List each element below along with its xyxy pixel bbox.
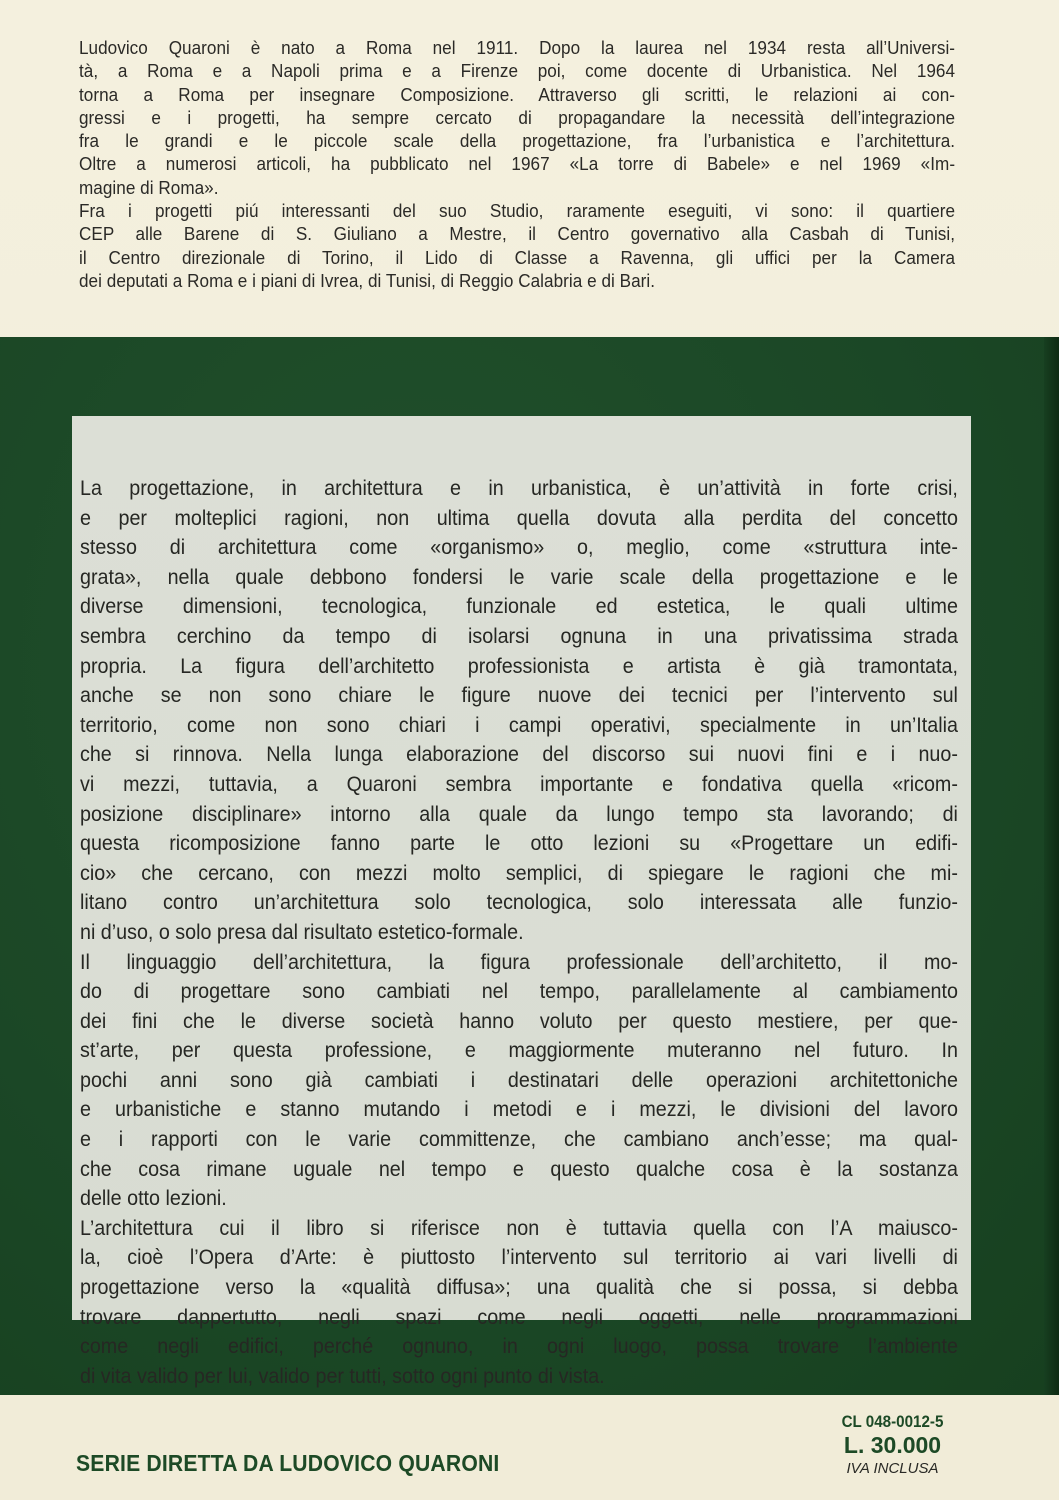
text-line: CEP alle Barene di S. Giuliano a Mestre, il Centro governativo alla Casbah di Tunisi, — [79, 223, 956, 245]
blurb-text — [80, 474, 958, 1391]
text-line: la, cioè l’Opera d’Arte: è piuttosto l’intervento sul territorio ai vari livelli di — [80, 1246, 958, 1270]
text-line: vi mezzi, tuttavia, a Quaroni sembra importante e fondativa quella «ricom- — [80, 772, 958, 796]
price-block — [820, 1412, 965, 1479]
text-line: Il linguaggio dell’architettura, la figura professionale dell’architetto, il mo- — [80, 950, 958, 974]
text-line: do di progettare sono cambiati nel tempo, parallelamente al cambiamento — [80, 980, 958, 1004]
text-line: La progettazione, in architettura e in urbanistica, è un’attività in forte crisi, — [80, 477, 958, 500]
text-line: st’arte, per questa professione, e maggiormente muteranno nel futuro. In — [80, 1039, 958, 1063]
series-editor-label: SERIE DIRETTA DA LUDOVICO QUARONI — [76, 1450, 500, 1476]
text-line: anche se non sono chiare le figure nuove dei tecnici per l’intervento sul — [80, 684, 958, 708]
text-line: grata», nella quale debbono fondersi le varie scale della progettazione e le — [80, 565, 958, 589]
text-line: Fra i progetti piú interessanti del suo Studio, raramente eseguiti, vi sono: il quartiere — [79, 200, 956, 222]
vat-note: IVA INCLUSA — [846, 1460, 939, 1477]
text-line: ni d’uso, o solo presa dal risultato estetico-formale. — [80, 920, 524, 944]
author-bio — [79, 36, 955, 292]
text-line: diverse dimensioni, tecnologica, funzionale ed estetica, le quali ultime — [80, 595, 958, 619]
text-line: cio» che cercano, con mezzi molto semplici, di spiegare le ragioni che mi- — [80, 861, 958, 885]
text-line: delle otto lezioni. — [80, 1187, 227, 1211]
text-line: il Centro direzionale di Torino, il Lido di Classe a Ravenna, gli uffici per la Camera — [79, 246, 956, 268]
text-line: Ludovico Quaroni è nato a Roma nel 1911. Dopo la laurea nel 1934 resta all’Universi- — [79, 37, 956, 58]
text-line: che cosa rimane uguale nel tempo e questo qualche cosa è la sostanza — [80, 1157, 958, 1181]
price: L. 30.000 — [843, 1432, 942, 1458]
text-line: e i rapporti con le varie committenze, che cambiano anch’esse; ma qual- — [80, 1128, 958, 1152]
text-line: progettazione verso la «qualità diffusa»; una qualità che si possa, si debba — [80, 1276, 958, 1300]
text-line: sembra cerchino da tempo di isolarsi ognuna in una privatissima strada — [80, 624, 958, 648]
text-line: come negli edifici, perché ognuno, in ogni luogo, possa trovare l’ambiente — [80, 1335, 958, 1359]
text-line: propria. La figura dell’architetto professionista e artista è già tramontata, — [80, 654, 958, 678]
text-line: L’architettura cui il libro si riferisce non è tuttavia quella con l’A maiusco- — [80, 1216, 958, 1240]
text-line: territorio, come non sono chiari i campi operativi, specialmente in un’Italia — [80, 713, 958, 737]
text-line: litano contro un’architettura solo tecnologica, solo interessata alle funzio- — [80, 891, 958, 915]
text-line: che si rinnova. Nella lunga elaborazione del discorso sui nuovi fini e i nuo- — [80, 743, 958, 767]
text-line: torna a Roma per insegnare Composizione. Attraverso gli scritti, le relazioni ai con- — [79, 83, 956, 105]
text-line: di vita valido per lui, valido per tutti, sotto ogni punto di vista. — [80, 1364, 605, 1388]
text-line: e urbanistiche e stanno mutando i metodi e i mezzi, le divisioni del lavoro — [80, 1098, 958, 1122]
text-line: tà, a Roma e a Napoli prima e a Firenze poi, come docente di Urbanistica. Nel 1964 — [79, 60, 956, 82]
text-line: pochi anni sono già cambiati i destinatari delle operazioni architettoniche — [80, 1068, 958, 1092]
text-line: Oltre a numerosi articoli, ha pubblicato nel 1967 «La torre di Babele» e nel 1969 «Im- — [79, 153, 956, 175]
text-line: fra le grandi e le piccole scale della progettazione, fra l’urbanistica e l’architettura. — [79, 130, 956, 152]
text-line: magine di Roma». — [79, 176, 219, 198]
text-line: posizione disciplinare» intorno alla quale da lungo tempo sta lavorando; di — [80, 802, 958, 826]
text-line: gressi e i progetti, ha sempre cercato di propagandare la necessità dell’integrazione — [79, 106, 956, 128]
text-line: stesso di architettura come «organismo» o, meglio, come «struttura inte- — [80, 536, 958, 560]
cover-edge-shadow — [1044, 337, 1059, 1395]
text-line: trovare dappertutto, negli spazi come negli oggetti, nelle programmazioni — [80, 1305, 958, 1329]
catalog-code: CL 048-0012-5 — [841, 1413, 944, 1431]
text-line: dei deputati a Roma e i piani di Ivrea, di Tunisi, di Reggio Calabria e di Bari. — [79, 269, 656, 291]
text-line: e per molteplici ragioni, non ultima quella dovuta alla perdita del concetto — [80, 506, 958, 530]
text-line: dei fini che le diverse società hanno voluto per questo mestiere, per que- — [80, 1009, 958, 1033]
text-line: questa ricomposizione fanno parte le otto lezioni su «Progettare un edifi- — [80, 832, 958, 856]
